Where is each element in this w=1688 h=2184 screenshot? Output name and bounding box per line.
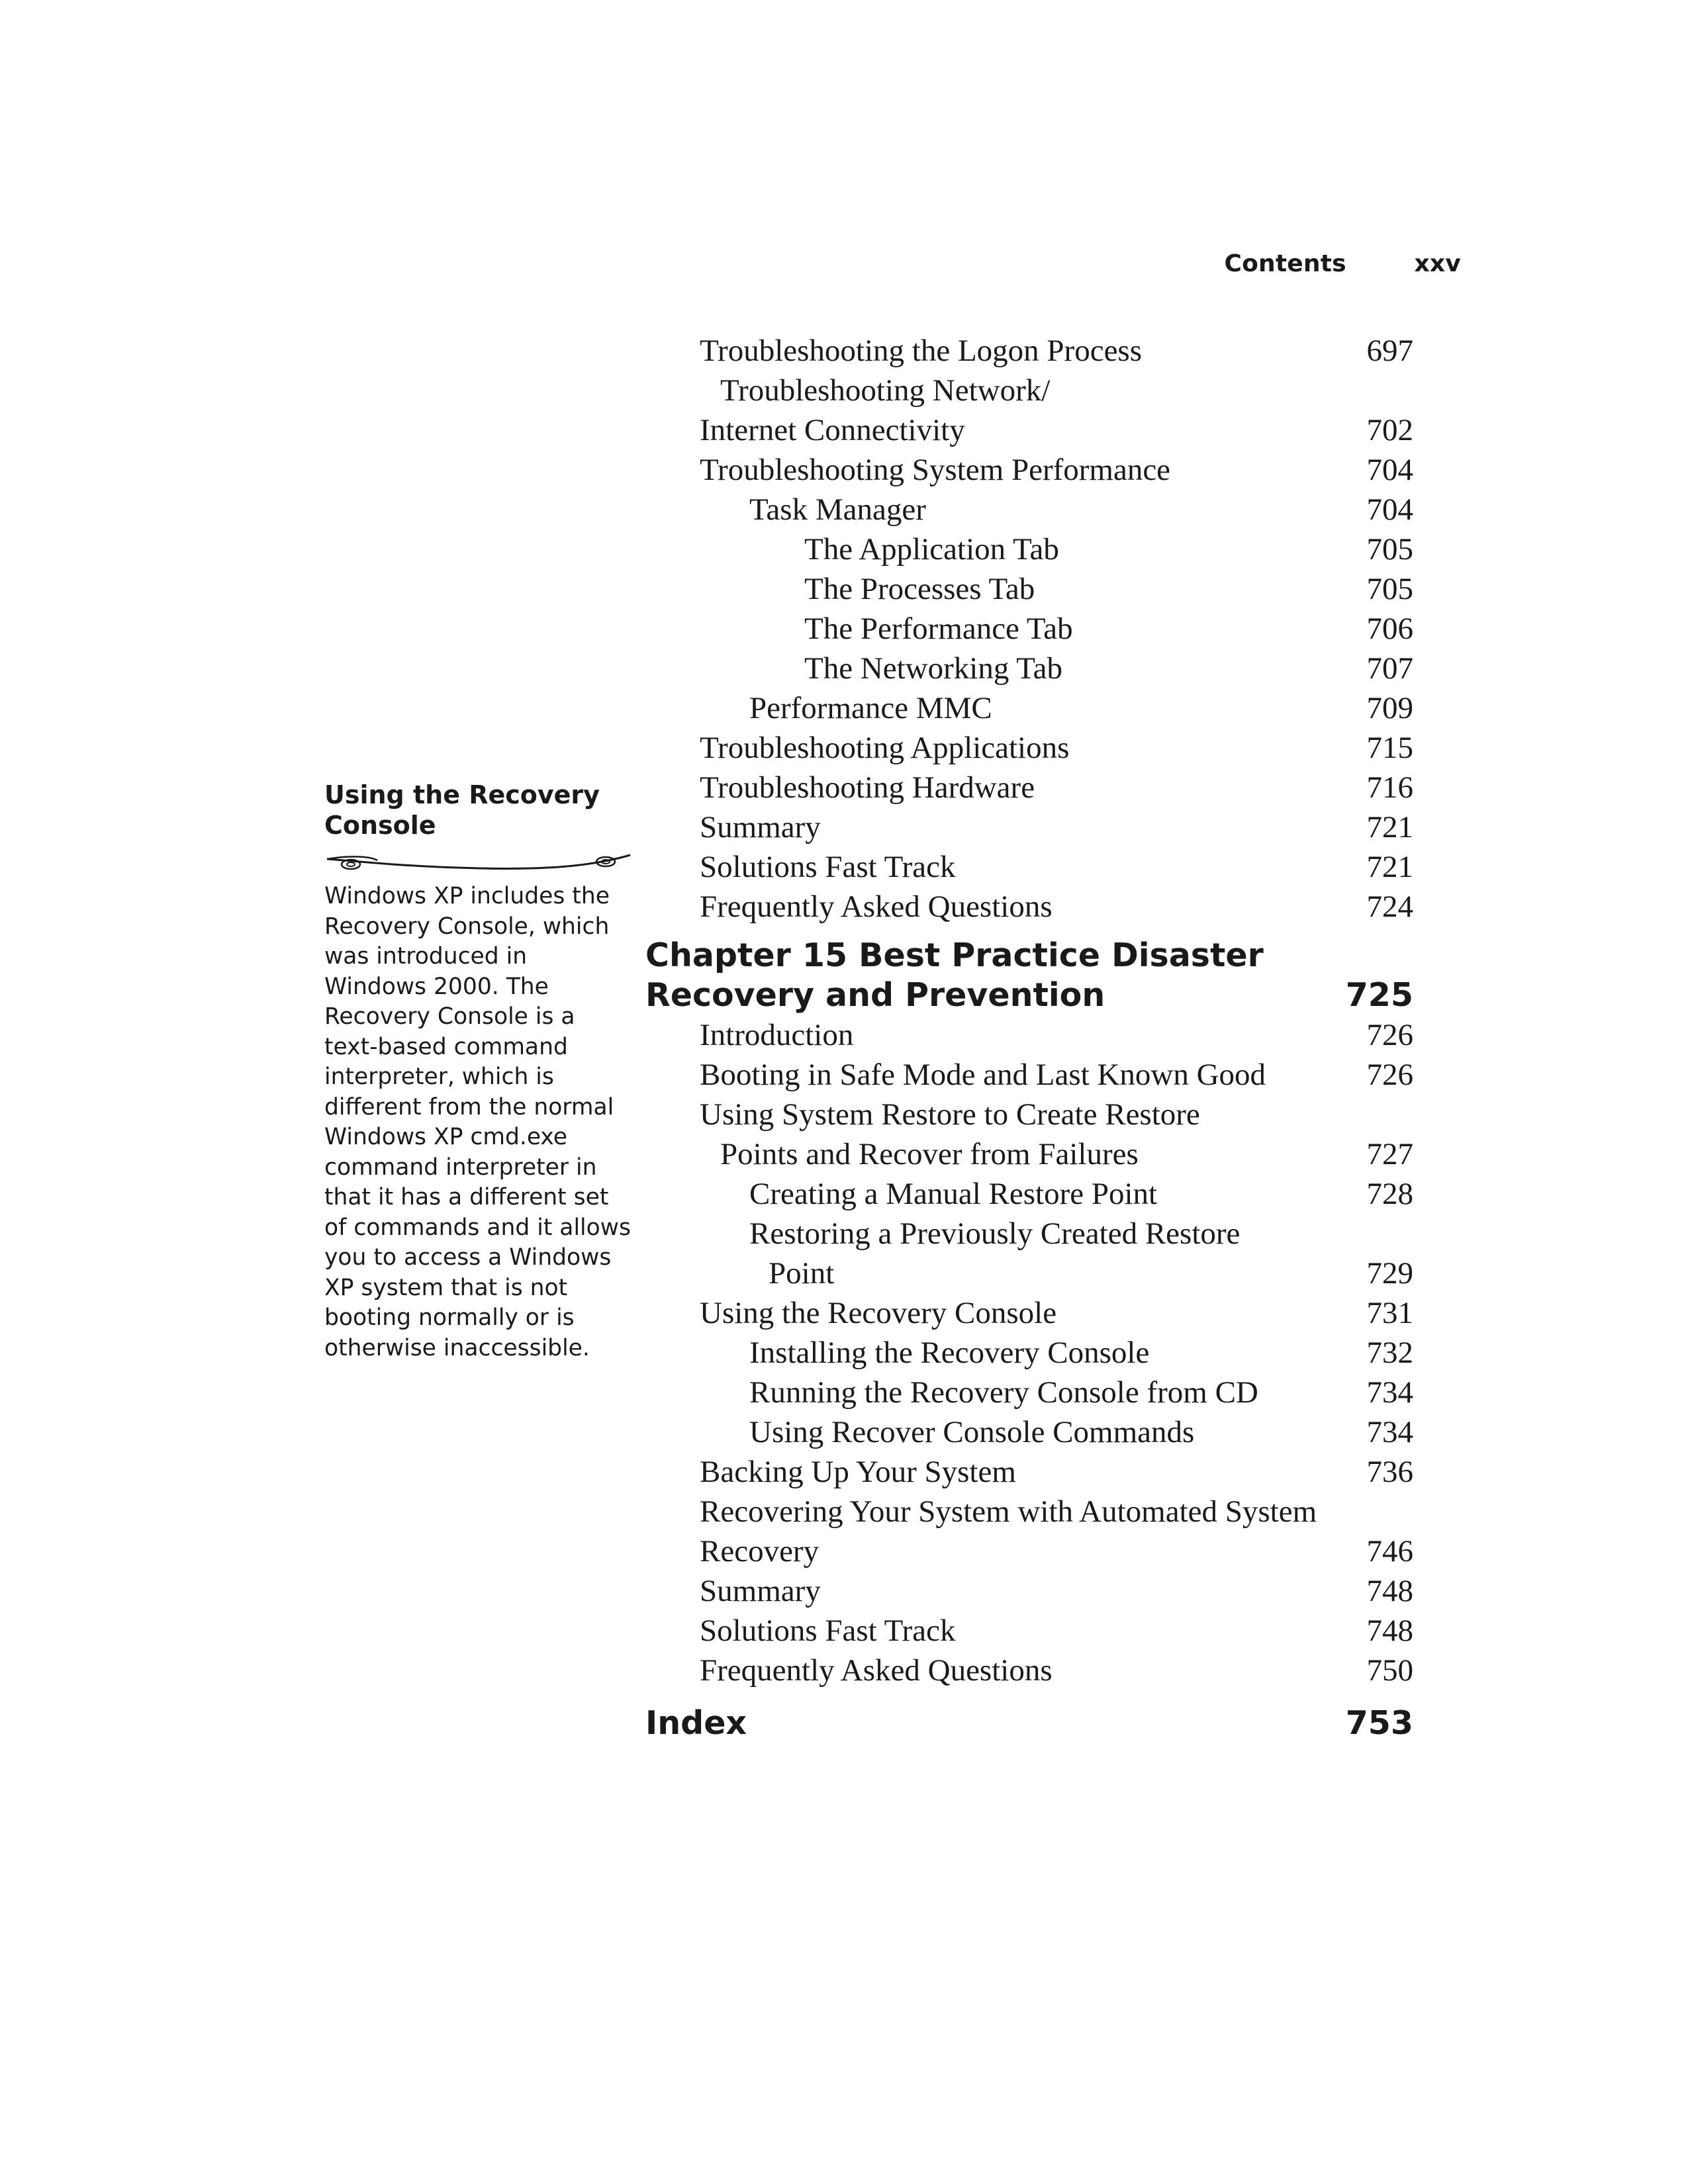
toc-entry-page: 705	[1366, 572, 1413, 606]
toc-entry-title: Troubleshooting Hardware	[700, 770, 1035, 805]
toc-entry	[645, 371, 1413, 410]
toc-entry-title: The Processes Tab	[804, 572, 1035, 606]
toc-entry-page: 726	[1366, 1058, 1413, 1092]
toc-entry-title: Using the Recovery Console	[700, 1296, 1057, 1330]
toc-entry-page: 716	[1366, 770, 1413, 805]
toc-entry	[645, 410, 1413, 450]
table-of-contents	[645, 331, 1413, 1745]
toc-entry	[645, 569, 1413, 609]
toc-entry-page: 732	[1366, 1336, 1413, 1370]
toc-entry-title: Troubleshooting System Performance	[700, 453, 1171, 487]
toc-entry-title: The Application Tab	[804, 532, 1059, 567]
toc-entry-title: Solutions Fast Track	[700, 850, 956, 884]
toc-entry-title: Internet Connectivity	[700, 413, 965, 447]
toc-entry-title: Troubleshooting Network/	[720, 373, 1051, 408]
toc-entry-page: 704	[1366, 492, 1413, 527]
toc-entry-title: Task Manager	[749, 492, 926, 527]
chapter-title-line-2: Recovery and Prevention	[645, 976, 1105, 1014]
toc-entry-title: Summary	[700, 810, 821, 844]
toc-entry	[645, 1095, 1413, 1134]
chapter-heading	[645, 936, 1413, 1015]
toc-entry-title: Using Recover Console Commands	[749, 1415, 1195, 1449]
toc-entry-page: 729	[1366, 1256, 1413, 1291]
toc-entry-page: 724	[1366, 889, 1413, 924]
toc-entry-page: 736	[1366, 1455, 1413, 1489]
toc-entry-page: 734	[1366, 1375, 1413, 1410]
toc-entry-title: Restoring a Previously Created Restore	[749, 1216, 1241, 1251]
toc-entry	[645, 1492, 1413, 1531]
toc-entry	[645, 1333, 1413, 1373]
toc-entry-page: 704	[1366, 453, 1413, 487]
index-heading	[645, 1702, 1413, 1745]
toc-entry	[645, 649, 1413, 688]
toc-entry-page: 707	[1366, 651, 1413, 686]
toc-entry-page: 721	[1366, 850, 1413, 884]
toc-entry	[645, 490, 1413, 529]
running-head-page-number: xxv	[1414, 250, 1461, 277]
toc-entry-title: Using System Restore to Create Restore	[700, 1097, 1200, 1132]
toc-entry	[645, 1651, 1413, 1690]
toc-entry-page: 746	[1366, 1534, 1413, 1569]
toc-entry-page: 748	[1366, 1574, 1413, 1608]
toc-entry-title: Backing Up Your System	[700, 1455, 1016, 1489]
toc-entry	[645, 1531, 1413, 1571]
chapter-heading-line-1	[645, 936, 1413, 976]
toc-entry-title: Summary	[700, 1574, 821, 1608]
toc-entry	[645, 1134, 1413, 1174]
toc-section-continued	[645, 331, 1413, 927]
toc-entry	[645, 1452, 1413, 1492]
toc-entry	[645, 688, 1413, 728]
toc-entry-title: Solutions Fast Track	[700, 1614, 956, 1648]
index-title: Index	[645, 1704, 747, 1742]
running-head-title: Contents	[1224, 250, 1346, 277]
toc-entry-title: Point	[769, 1256, 835, 1291]
toc-entry-page: 721	[1366, 810, 1413, 844]
toc-entry	[645, 1412, 1413, 1452]
toc-entry-title: The Performance Tab	[804, 612, 1073, 646]
toc-entry-title: Creating a Manual Restore Point	[749, 1177, 1158, 1211]
toc-entry-title: Performance MMC	[749, 691, 992, 725]
toc-entry-page: 731	[1366, 1296, 1413, 1330]
toc-entry-page: 702	[1366, 413, 1413, 447]
running-head	[1224, 250, 1461, 277]
toc-entry	[645, 1253, 1413, 1293]
toc-entry-page: 750	[1366, 1653, 1413, 1688]
toc-entry	[645, 1214, 1413, 1253]
chapter-title-line-1: Chapter 15 Best Practice Disaster	[645, 936, 1264, 974]
toc-entry-page: 727	[1366, 1137, 1413, 1171]
toc-entry-page: 705	[1366, 532, 1413, 567]
chapter-heading-line-2	[645, 976, 1413, 1015]
toc-entry-title: Introduction	[700, 1018, 854, 1052]
sidebar-title: Using the Recovery Console	[324, 780, 600, 840]
toc-entry-page: 726	[1366, 1018, 1413, 1052]
toc-entry-page: 734	[1366, 1415, 1413, 1449]
toc-entry	[645, 1611, 1413, 1651]
toc-entry-title: Troubleshooting the Logon Process	[700, 334, 1143, 368]
toc-entry	[645, 807, 1413, 847]
toc-entry	[645, 450, 1413, 490]
sidebar-body: Windows XP includes the Recovery Console, which was introduced in Windows 2000. The Recovery Console is a text-based command interpreter, which is different from the normal Windows XP cmd.exe command interpreter in that it has a different set of commands and it allows you to access a Windows XP system that is not booting normally or is otherwise inaccessible.	[324, 883, 631, 1361]
toc-entry-title: Recovering Your System with Automated System	[700, 1494, 1317, 1529]
toc-entry-title: Points and Recover from Failures	[720, 1137, 1139, 1171]
toc-entry	[645, 728, 1413, 768]
toc-entry-title: Booting in Safe Mode and Last Known Good	[700, 1058, 1266, 1092]
toc-entry	[645, 768, 1413, 807]
toc-entry-title: Recovery	[700, 1534, 820, 1569]
toc-entry	[645, 1571, 1413, 1611]
toc-chapter-entries	[645, 1015, 1413, 1690]
toc-entry	[645, 1293, 1413, 1333]
toc-entry-page: 728	[1366, 1177, 1413, 1211]
toc-entry	[645, 529, 1413, 569]
chapter-page-number: 725	[1345, 976, 1413, 1014]
toc-entry-title: Running the Recovery Console from CD	[749, 1375, 1258, 1410]
toc-entry	[645, 331, 1413, 371]
toc-entry	[645, 1373, 1413, 1412]
toc-entry	[645, 1055, 1413, 1095]
toc-entry-page: 715	[1366, 731, 1413, 765]
toc-entry-title: Frequently Asked Questions	[700, 1653, 1053, 1688]
toc-entry	[645, 1015, 1413, 1055]
toc-entry	[645, 609, 1413, 649]
toc-entry-page: 697	[1366, 334, 1413, 368]
toc-entry-page: 748	[1366, 1614, 1413, 1648]
swirl-divider-icon	[324, 850, 635, 876]
toc-entry-title: Troubleshooting Applications	[700, 731, 1070, 765]
sidebar-note	[324, 780, 635, 1363]
toc-entry-page: 706	[1366, 612, 1413, 646]
toc-entry	[645, 887, 1413, 927]
toc-entry	[645, 847, 1413, 887]
toc-entry-title: The Networking Tab	[804, 651, 1063, 686]
toc-entry-title: Installing the Recovery Console	[749, 1336, 1150, 1370]
toc-entry-title: Frequently Asked Questions	[700, 889, 1053, 924]
toc-entry-page: 709	[1366, 691, 1413, 725]
toc-entry	[645, 1174, 1413, 1214]
index-page-number: 753	[1345, 1704, 1413, 1742]
